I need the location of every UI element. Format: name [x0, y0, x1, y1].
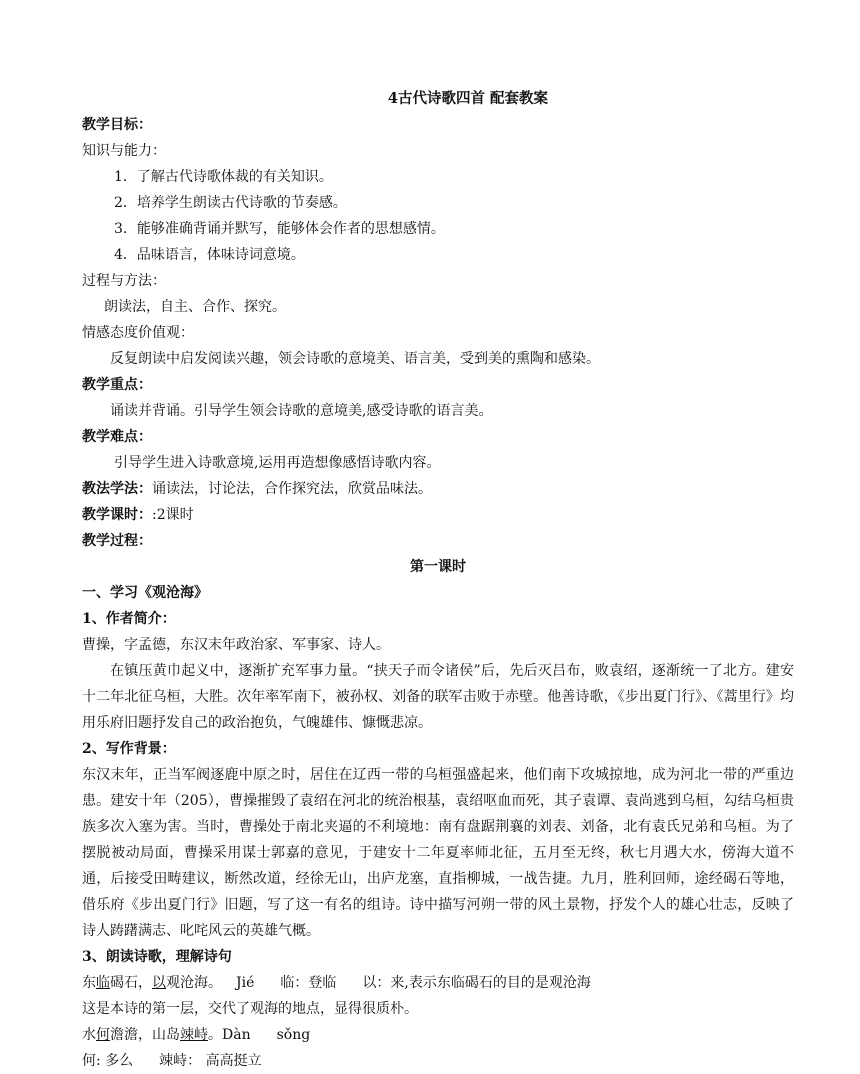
- difficult-points-text: 引导学生进入诗歌意境,运用再造想像感悟诗歌内容。: [114, 455, 441, 471]
- lesson-plan-page: [82, 86, 794, 1074]
- verse-text: 东: [82, 975, 96, 991]
- verse-text: 水: [82, 1027, 96, 1043]
- key-points-heading: 教学重点：: [82, 377, 152, 393]
- emotion-heading: 情感态度价值观：: [82, 325, 194, 341]
- verse-text: 碣石，: [110, 975, 152, 991]
- underlined-word: 以: [152, 975, 166, 991]
- author-paragraph: 在镇压黄巾起义中，逐渐扩充军事力量。“挟天子而令诸侯”后，先后灭吕布，败袁绍，逐渐统一了北方。建安十二年北征乌桓，大胜。次年率军南下，被孙权、刘备的联军击败于赤壁。他善诗歌，《步出夏门行》、《蒿里行》均用乐府旧题抒发自己的政治抱负，气魄雄伟、慷慨悲凉。: [82, 663, 794, 731]
- page-title: 4古代诗歌四首 配套教案: [387, 90, 549, 107]
- verse-comment: 这是本诗的第一层，交代了观海的地点，显得很质朴。: [82, 1001, 418, 1017]
- hours-line: [82, 502, 794, 528]
- key-points-text: 诵读并背诵。引导学生领会诗歌的意境美,感受诗歌的语言美。: [110, 403, 493, 419]
- verse-text: 观沧海。: [166, 975, 222, 991]
- knowledge-heading: 知识与能力：: [82, 143, 166, 159]
- methods-text: 诵读法，讨论法，合作探究法，欣赏品味法。: [152, 481, 432, 497]
- author-heading: 1、作者简介：: [82, 611, 176, 627]
- knowledge-item: 4．品味语言，体味诗词意境。: [114, 247, 305, 263]
- lesson-heading: 第一课时: [410, 559, 466, 575]
- word-note: 以：来,表示东临碣石的目的是观沧海: [362, 975, 591, 991]
- underlined-word: 竦峙: [180, 1027, 208, 1043]
- process-heading: 教学过程：: [82, 533, 152, 549]
- methods-line: [82, 476, 794, 502]
- underlined-word: 何: [96, 1027, 110, 1043]
- word-note: 何: 多么: [82, 1053, 134, 1069]
- difficult-points-heading: 教学难点：: [82, 429, 152, 445]
- verse-notes: [82, 1048, 794, 1074]
- process-method-text: 朗读法，自主、合作、探究。: [104, 299, 286, 315]
- verse-text: 。Dàn: [208, 1027, 251, 1043]
- background-paragraph: 东汉末年，正当军阀逐鹿中原之时，居住在辽西一带的乌桓强盛起来，他们南下攻城掠地，成为河北一带的严重边患。建安十年（205），曹操摧毁了袁绍在河北的统治根基，袁绍呕血而死，其子袁谭、袁尚逃到乌桓，勾结乌桓贵族多次入塞为害。当时，曹操处于南北夹逼的不利境地：南有盘踞荆襄的刘表、刘备，北有袁氏兄弟和乌桓。为了摆脱被动局面，曹操采用谋士郭嘉的意见，于建安十二年夏率师北征，五月至无终，秋七月遇大水，傍海大道不通，后接受田畴建议，断然改道，经徐无山，出庐龙塞，直指柳城，一战告捷。九月，胜利回师，途经碣石等地，借乐府《步出夏门行》旧题，写了这一有名的组诗。诗中描写河朔一带的风土景物，抒发个人的雄心壮志，反映了诗人踌躇满志、叱咤风云的英雄气概。: [82, 767, 794, 939]
- word-note: 竦峙： 高高挺立: [159, 1053, 262, 1069]
- knowledge-item: 1．了解古代诗歌体裁的有关知识。: [114, 169, 333, 185]
- emotion-text: 反复朗读中启发阅读兴趣，领会诗歌的意境美、语言美，受到美的熏陶和感染。: [110, 351, 600, 367]
- verse-line-2: [82, 1022, 794, 1048]
- knowledge-item: 2．培养学生朗读古代诗歌的节奏感。: [114, 195, 347, 211]
- pinyin: sǒng: [276, 1027, 311, 1043]
- underlined-word: 临: [96, 975, 110, 991]
- verse-line-1: [82, 970, 794, 996]
- knowledge-item: 3．能够准确背诵并默写，能够体会作者的思想感情。: [114, 221, 445, 237]
- background-heading: 2、写作背景：: [82, 741, 176, 757]
- verse-text: 澹澹，山岛: [110, 1027, 180, 1043]
- reading-heading: 3、朗读诗歌，理解诗句: [82, 949, 232, 965]
- process-method-heading: 过程与方法：: [82, 273, 166, 289]
- methods-label: 教法学法：: [82, 481, 152, 497]
- pinyin: Jié: [236, 975, 255, 991]
- hours-label: 教学课时：: [82, 507, 152, 523]
- hours-text: :2课时: [152, 507, 194, 523]
- objectives-heading: 教学目标：: [82, 117, 152, 133]
- word-note: 临：登临: [280, 975, 337, 991]
- section-heading: 一、学习《观沧海》: [82, 585, 208, 601]
- author-intro: 曹操，字孟德，东汉末年政治家、军事家、诗人。: [82, 637, 390, 653]
